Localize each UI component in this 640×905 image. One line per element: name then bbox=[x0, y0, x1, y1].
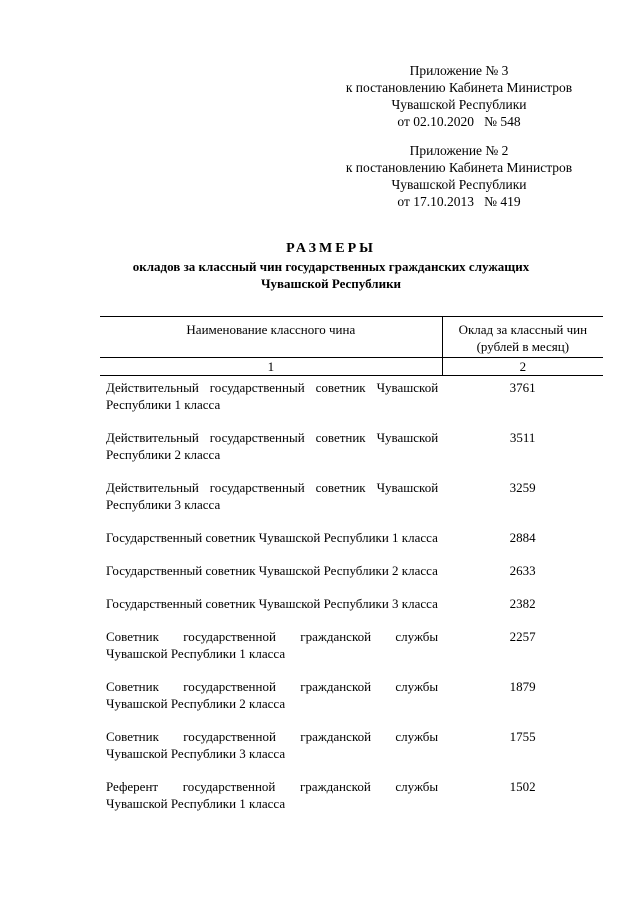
table-row bbox=[100, 675, 603, 725]
rank-salary: 1755 bbox=[509, 729, 536, 744]
rank-name: Государственный советник Чувашской Республики 1 класса bbox=[106, 530, 438, 545]
appendix-3-line-3: Чувашской Республики bbox=[391, 97, 527, 112]
rank-salary: 2884 bbox=[509, 530, 536, 545]
table-body bbox=[100, 376, 603, 826]
rank-name: Действительный государственный советник Чувашской Республики 1 класса bbox=[106, 380, 439, 412]
rank-salary: 3511 bbox=[509, 430, 536, 445]
salary-table bbox=[100, 316, 603, 825]
column-number-1: 1 bbox=[100, 358, 442, 376]
appendix-2-line-3: Чувашской Республики bbox=[391, 177, 527, 192]
rank-salary: 3761 bbox=[509, 380, 536, 395]
table-row bbox=[100, 725, 603, 775]
rank-salary: 2257 bbox=[509, 629, 536, 644]
column-number-2: 2 bbox=[442, 358, 603, 376]
appendix-2-line-4: от 17.10.2013 № 419 bbox=[397, 194, 521, 209]
appendix-3-line-2: к постановлению Кабинета Министров bbox=[345, 80, 573, 95]
rank-salary: 2382 bbox=[509, 596, 536, 611]
appendix-3-line-4: от 02.10.2020 № 548 bbox=[397, 114, 521, 129]
appendix-3-header bbox=[324, 62, 594, 130]
table-header-row bbox=[100, 317, 603, 358]
title-subtitle-line-2: Чувашской Республики bbox=[260, 276, 402, 291]
document-title bbox=[0, 240, 640, 292]
table-row bbox=[100, 376, 603, 427]
rank-salary: 1502 bbox=[509, 779, 536, 794]
table-row bbox=[100, 426, 603, 476]
rank-name: Советник государственной гражданской службы Чувашской Республики 1 класса bbox=[106, 629, 439, 661]
rank-salary: 2633 bbox=[509, 563, 536, 578]
table-row bbox=[100, 625, 603, 675]
rank-name: Референт государственной гражданской службы Чувашской Республики 1 класса bbox=[106, 779, 439, 811]
column-number-row bbox=[100, 358, 603, 376]
appendix-2-line-1: Приложение № 2 bbox=[409, 143, 509, 158]
appendix-3-line-1: Приложение № 3 bbox=[409, 63, 509, 78]
rank-name: Действительный государственный советник Чувашской Республики 2 класса bbox=[106, 430, 439, 462]
rank-name: Государственный советник Чувашской Республики 3 класса bbox=[106, 596, 438, 611]
table-row bbox=[100, 559, 603, 592]
rank-salary: 3259 bbox=[509, 480, 536, 495]
rank-name: Советник государственной гражданской службы Чувашской Республики 3 класса bbox=[106, 729, 439, 761]
appendix-2-line-2: к постановлению Кабинета Министров bbox=[345, 160, 573, 175]
rank-name: Государственный советник Чувашской Республики 2 класса bbox=[106, 563, 438, 578]
table-row bbox=[100, 476, 603, 526]
title-main: РАЗМЕРЫ bbox=[286, 241, 376, 256]
table-row bbox=[100, 775, 603, 825]
header-salary: Оклад за классный чин (рублей в месяц) bbox=[442, 317, 603, 358]
rank-name: Советник государственной гражданской службы Чувашской Республики 2 класса bbox=[106, 679, 439, 711]
rank-salary: 1879 bbox=[509, 679, 536, 694]
rank-name: Действительный государственный советник Чувашской Республики 3 класса bbox=[106, 480, 439, 512]
appendix-2-header bbox=[324, 142, 594, 210]
table-row bbox=[100, 526, 603, 559]
header-rank-name: Наименование классного чина bbox=[100, 317, 442, 358]
title-subtitle-line-1: окладов за классный чин государственных гражданских служащих bbox=[132, 259, 530, 274]
table-row bbox=[100, 592, 603, 625]
